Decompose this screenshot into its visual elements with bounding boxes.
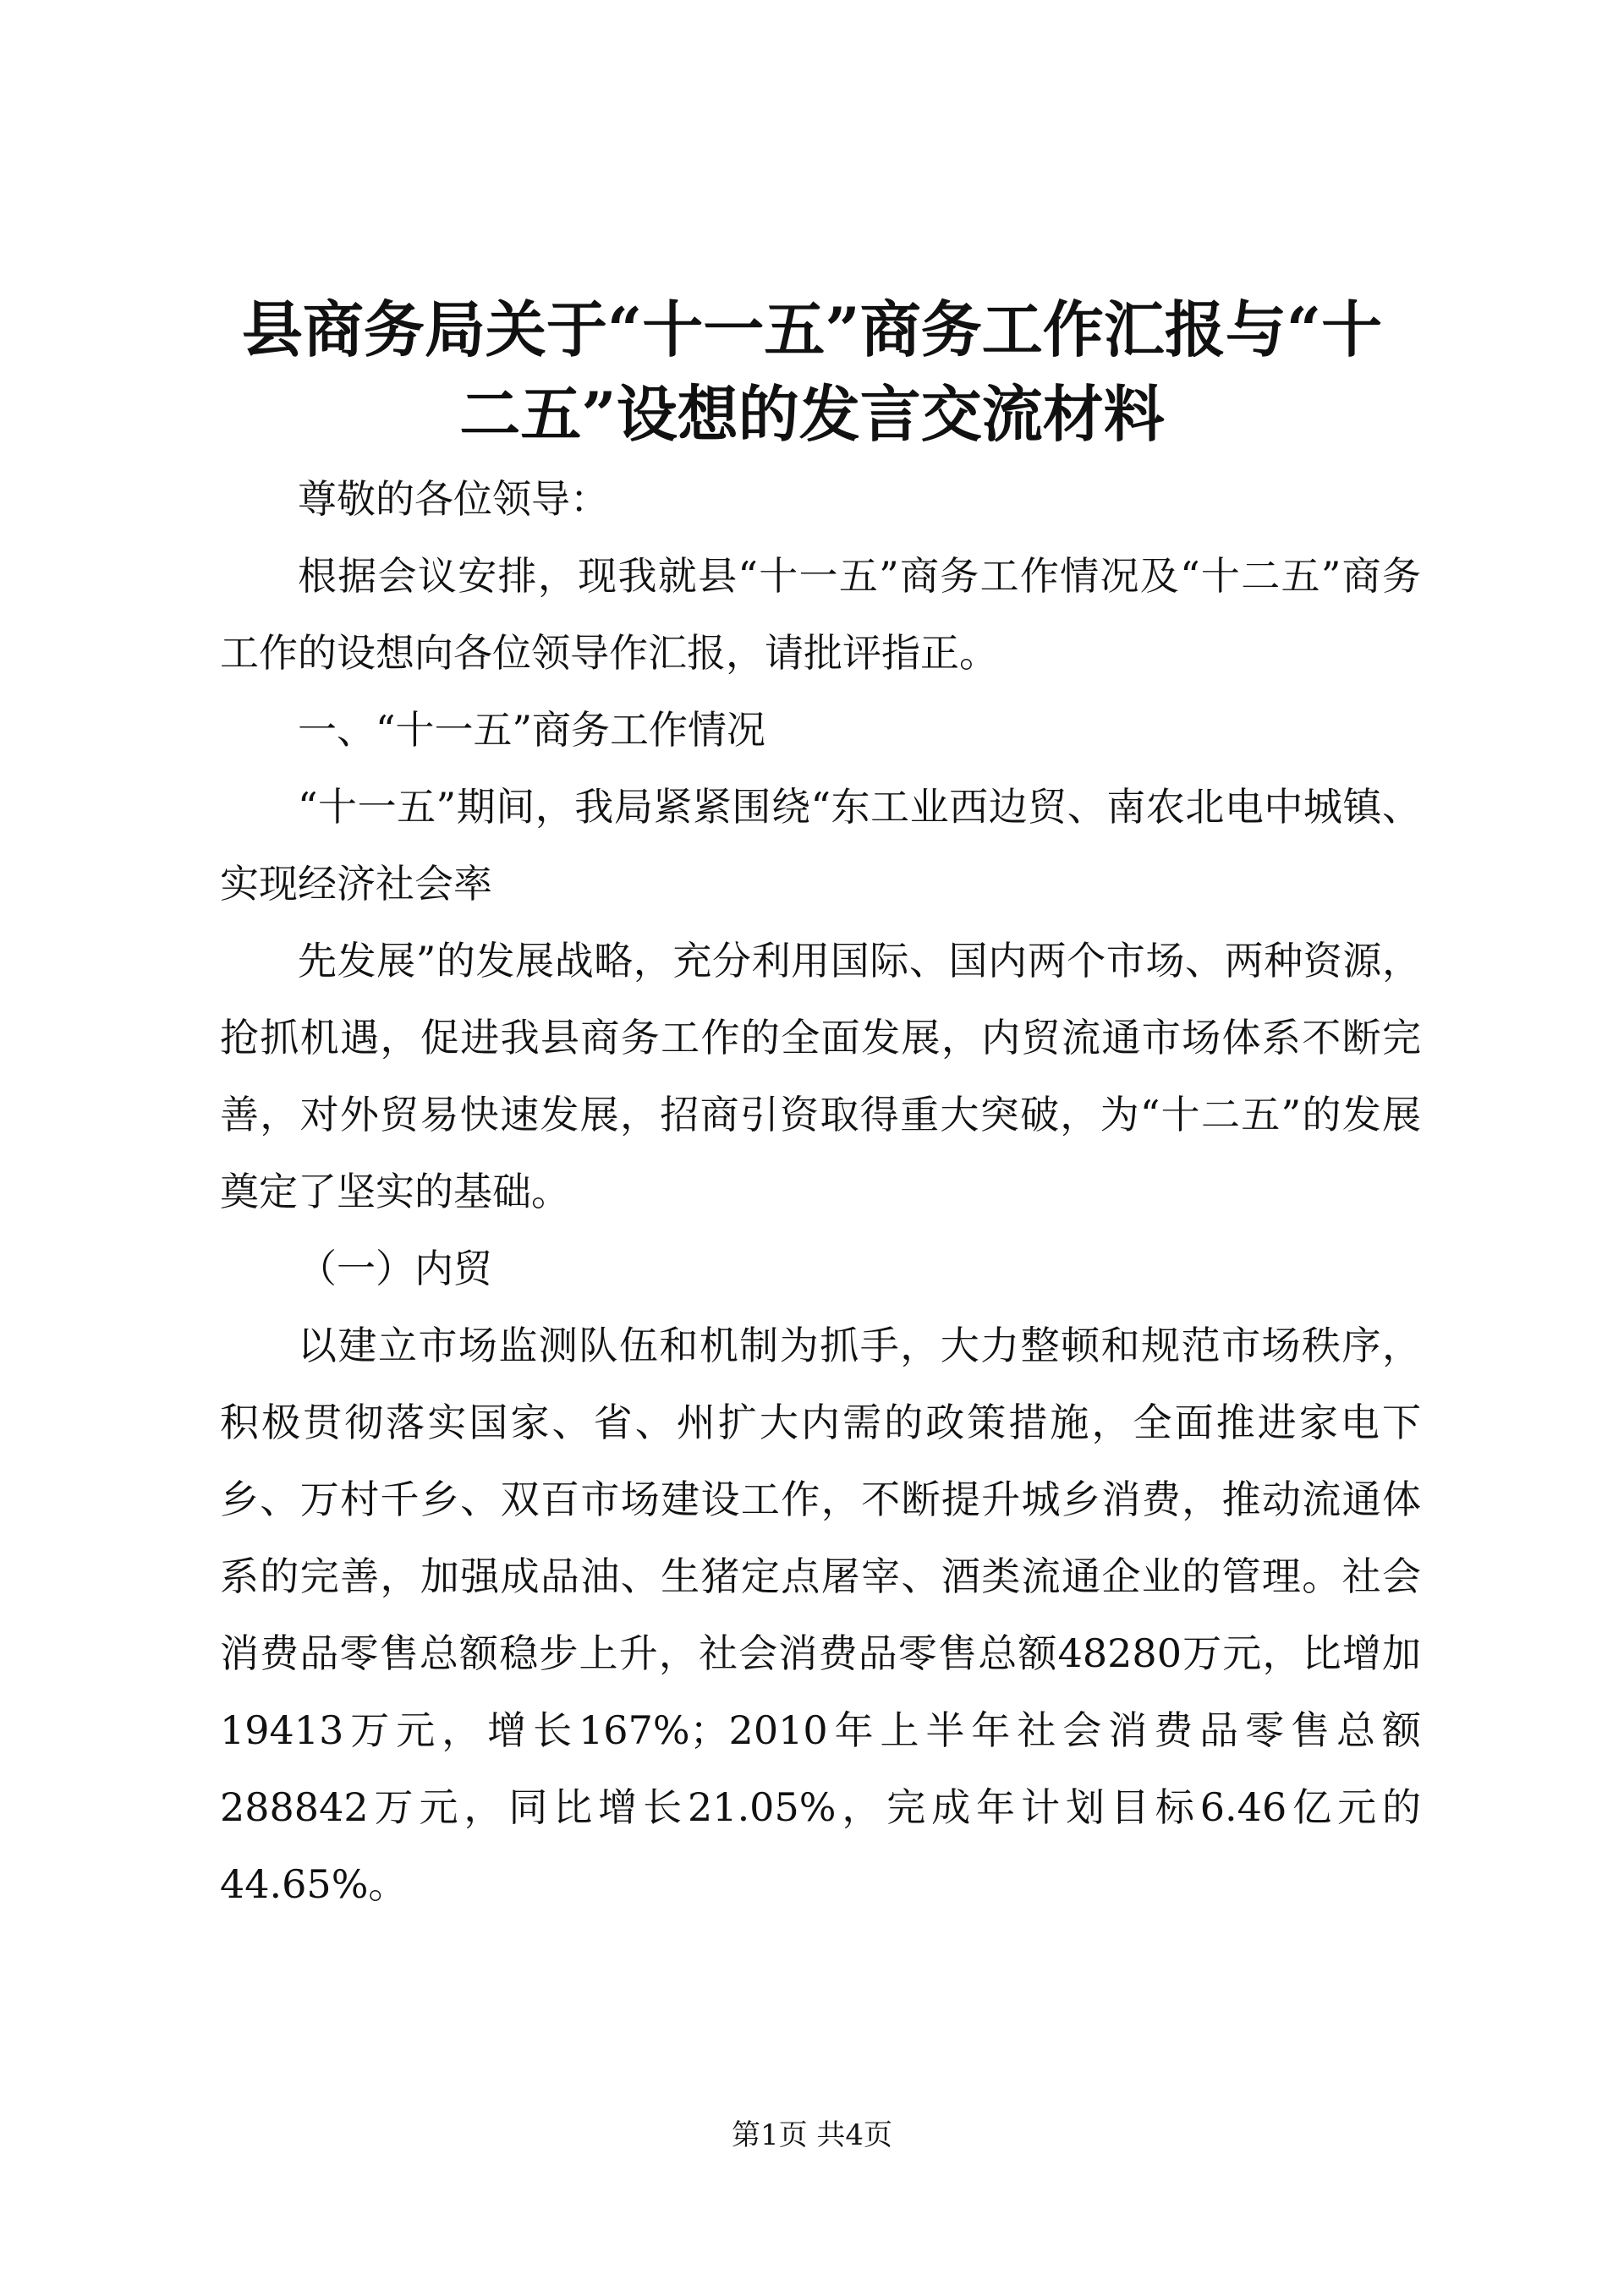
paragraph-intro: 根据会议安排，现我就县“十一五”商务工作情况及“十二五”商务工作的设想向各位领导作汇报，请批评指正。 (220, 553, 1421, 676)
paragraph-domestic-trade: 以建立市场监测队伍和机制为抓手，大力整顿和规范市场秩序，积极贯彻落实国家、省、州扩大内需的政策措施，全面推进家电下乡、万村千乡、双百市场建设工作，不断提升城乡消费，推动流通体系的完善，加强成品油、生猪定点屠宰、酒类流通企业的管理。社会消费品零售总额稳步上升，社会消费品零售总额48280万元，比增加19413万元，增长167%；2010年上半年社会消费品零售总额288842万元，同比增长21.05%，完成年计划目标6.46亿元的44.65%。 (220, 1323, 1421, 1907)
document-title: 县商务局关于“十一五”商务工作汇报与“十二五”设想的发言交流材料 (241, 293, 1383, 450)
paragraph-strategy: 先发展”的发展战略，充分利用国际、国内两个市场、两种资源，抢抓机遇，促进我县商务工作的全面发展，内贸流通市场体系不断完善，对外贸易快速发展，招商引资取得重大突破，为“十二五”的发展奠定了坚实的基础。 (220, 938, 1421, 1214)
document-body (220, 461, 1421, 1923)
section-heading-1: 一、“十一五”商务工作情况 (298, 707, 766, 753)
paragraph-period-overview: “十一五”期间，我局紧紧围绕“东工业西边贸、南农北电中城镇、实现经济社会率 (220, 784, 1421, 907)
salutation: 尊敬的各位领导： (298, 476, 609, 522)
subsection-heading-domestic-trade: （一）内贸 (298, 1246, 492, 1291)
page-number-footer: 第1页 共4页 (731, 2118, 893, 2152)
